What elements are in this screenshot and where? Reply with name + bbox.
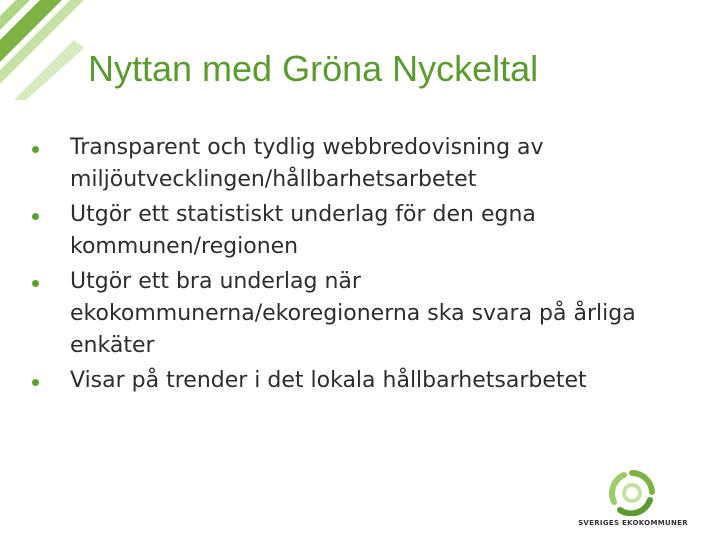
slide-title: Nyttan med Gröna Nyckeltal xyxy=(88,48,539,89)
bullet-icon xyxy=(32,213,39,220)
bullet-text: Transparent och tydlig webbredovisning av miljöutvecklingen/hållbarhetsarbetet xyxy=(70,135,544,192)
bullet-text: Visar på trender i det lokala hållbarhetsarbetet xyxy=(70,368,587,393)
leaf-ring-icon xyxy=(606,470,658,516)
bullet-icon xyxy=(32,280,39,287)
bullet-text: Utgör ett statistiskt underlag för den egna kommunen/regionen xyxy=(70,202,536,259)
sveriges-ekokommuner-logo xyxy=(574,470,692,532)
logo-text: SVERIGES EKOKOMMUNER xyxy=(578,519,688,527)
bullet-item xyxy=(30,365,702,397)
bullet-icon xyxy=(32,146,39,153)
bullet-item xyxy=(30,132,702,196)
bullet-icon xyxy=(32,379,39,386)
bullet-text: Utgör ett bra underlag när ekokommunerna/ekoregionerna ska svara på årliga enkäter xyxy=(70,269,636,358)
bullet-item xyxy=(30,266,702,362)
corner-leaf-decoration xyxy=(0,0,90,100)
bullet-item xyxy=(30,199,702,263)
bullet-list xyxy=(30,132,702,400)
